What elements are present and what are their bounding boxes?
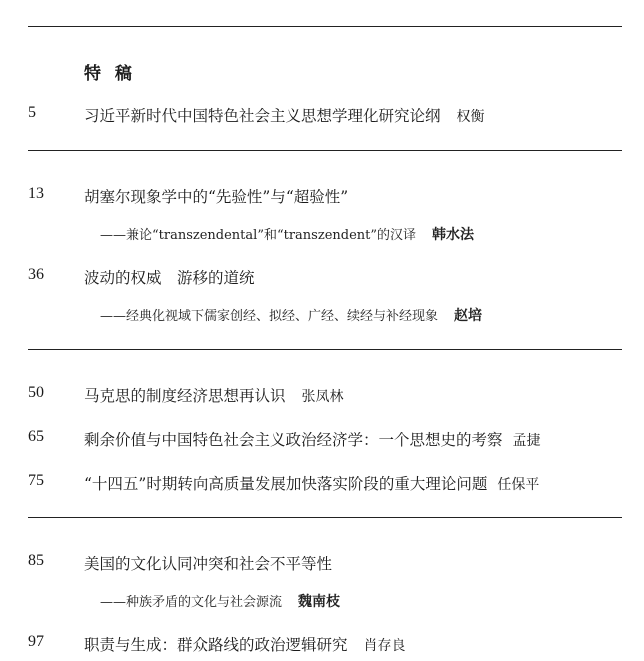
page-number: 97 — [28, 633, 44, 650]
divider — [28, 150, 622, 151]
article-title[interactable]: 剩余价值与中国特色社会主义政治经济学：一个思想史的考察 孟捷 — [84, 431, 541, 449]
article-title[interactable]: 波动的权威 游移的道统 — [84, 269, 255, 287]
author-name: 任保平 — [497, 477, 540, 493]
author-name: 权衡 — [456, 109, 485, 125]
article-title[interactable]: 美国的文化认同冲突和社会不平等性 — [84, 555, 333, 573]
article-subtitle: ——经典化视域下儒家创经、拟经、广经、续经与补经现象 赵培 — [100, 308, 483, 324]
author-name: 孟捷 — [512, 433, 541, 449]
author-name: 张凤林 — [301, 389, 344, 405]
article-title[interactable]: 习近平新时代中国特色社会主义思想学理化研究论纲 权衡 — [84, 107, 485, 125]
article-title[interactable]: “十四五”时期转向高质量发展加快落实阶段的重大理论问题 任保平 — [84, 475, 540, 493]
page-number: 5 — [28, 104, 36, 121]
divider — [28, 517, 622, 518]
article-title[interactable]: 职责与生成：群众路线的政治逻辑研究 肖存良 — [84, 636, 406, 654]
page-number: 36 — [28, 266, 44, 283]
article-title[interactable]: 马克思的制度经济思想再认识 张凤林 — [84, 387, 344, 405]
author-name: 魏南枝 — [298, 594, 341, 610]
page-number: 13 — [28, 185, 44, 202]
section-title: 特 稿 — [84, 64, 136, 84]
page-number: 85 — [28, 552, 44, 569]
author-name: 韩水法 — [432, 227, 475, 243]
article-subtitle: ——种族矛盾的文化与社会源流 魏南枝 — [100, 594, 341, 610]
author-name: 赵培 — [454, 308, 483, 324]
author-name: 肖存良 — [363, 638, 406, 654]
article-subtitle: ——兼论“transzendental”和“transzendent”的汉译 韩水法 — [100, 227, 475, 243]
page-number: 50 — [28, 384, 44, 401]
divider — [28, 26, 622, 27]
page-number: 65 — [28, 428, 44, 445]
divider — [28, 349, 622, 350]
page-number: 75 — [28, 472, 44, 489]
article-title[interactable]: 胡塞尔现象学中的“先验性”与“超验性” — [84, 188, 349, 206]
